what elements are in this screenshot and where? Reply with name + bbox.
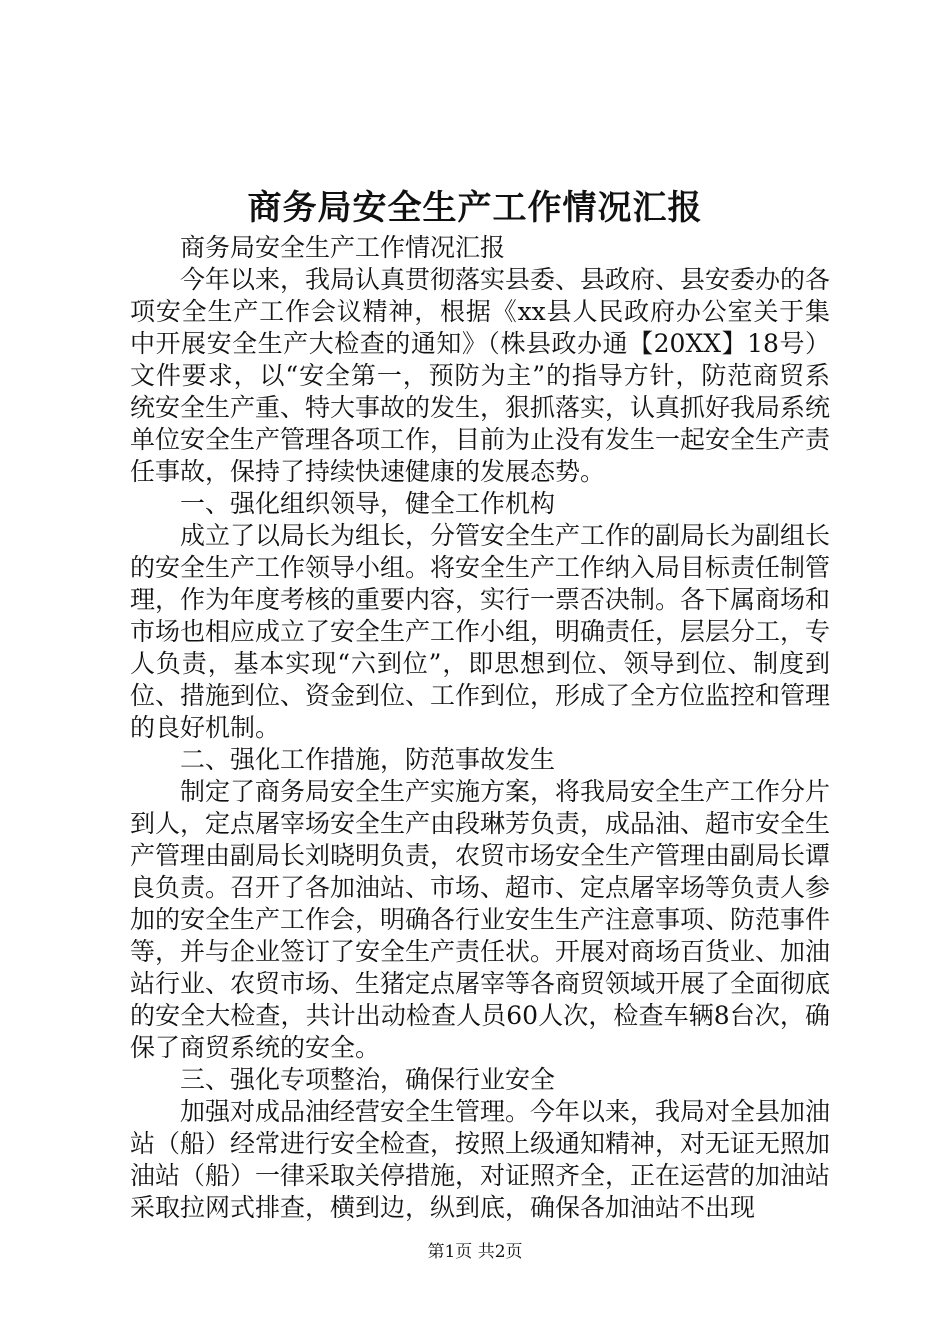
page-number-footer: 第1页 共2页 [427, 1242, 523, 1262]
section-heading-2: 二、强化工作措施，防范事故发生 [180, 745, 556, 774]
section-paragraph-3: 加强对成品油经营安全生管理。今年以来，我局对全县加油站（船）经常进行安全检查，按照上级通知精神，对无证无照加油站（船）一律采取关停措施，对证照齐全，正在运营的加油站采取拉网式排查，横到边，纵到底，确保各加油站不出现 [130, 1097, 831, 1222]
section-heading-1: 一、强化组织领导，健全工作机构 [180, 489, 556, 518]
document-subtitle: 商务局安全生产工作情况汇报 [180, 233, 506, 262]
section-paragraph-2: 制定了商务局安全生产实施方案，将我局安全生产工作分片到人，定点屠宰场安全生产由段琳芳负责，成品油、超市安全生产管理由副局长刘晓明负责，农贸市场安全生产管理由副局长谭良负责。召开了各加油站、市场、超市、定点屠宰场等负责人参加的安全生产工作会，明确各行业安生生产注意事项、防范事件等，并与企业签订了安全生产责任状。开展对商场百货业、加油站行业、农贸市场、生猪定点屠宰等各商贸领域开展了全面彻底的安全大检查，共计出动检查人员60人次，检查车辆8台次，确保了商贸系统的安全。 [130, 777, 831, 1062]
section-heading-3: 三、强化专项整治，确保行业安全 [180, 1065, 556, 1094]
section-paragraph-1: 成立了以局长为组长，分管安全生产工作的副局长为副组长的安全生产工作领导小组。将安全生产工作纳入局目标责任制管理，作为年度考核的重要内容，实行一票否决制。各下属商场和市场也相应成立了安全生产工作小组，明确责任，层层分工，专人负责，基本实现“六到位”，即思想到位、领导到位、制度到位、措施到位、资金到位、工作到位，形成了全方位监控和管理的良好机制。 [130, 521, 831, 742]
intro-paragraph: 今年以来，我局认真贯彻落实县委、县政府、县安委办的各项安全生产工作会议精神，根据《xx县人民政府办公室关于集中开展安全生产大检查的通知》（株县政办通【20XX】18号）文件要求，以“安全第一，预防为主”的指导方针，防范商贸系统安全生产重、特大事故的发生，狠抓落实，认真抓好我局系统单位安全生产管理各项工作，目前为止没有发生一起安全生产责任事故，保持了持续快速健康的发展态势。 [130, 265, 831, 486]
document-body [130, 232, 830, 1224]
document-title: 商务局安全生产工作情况汇报 [247, 188, 703, 228]
